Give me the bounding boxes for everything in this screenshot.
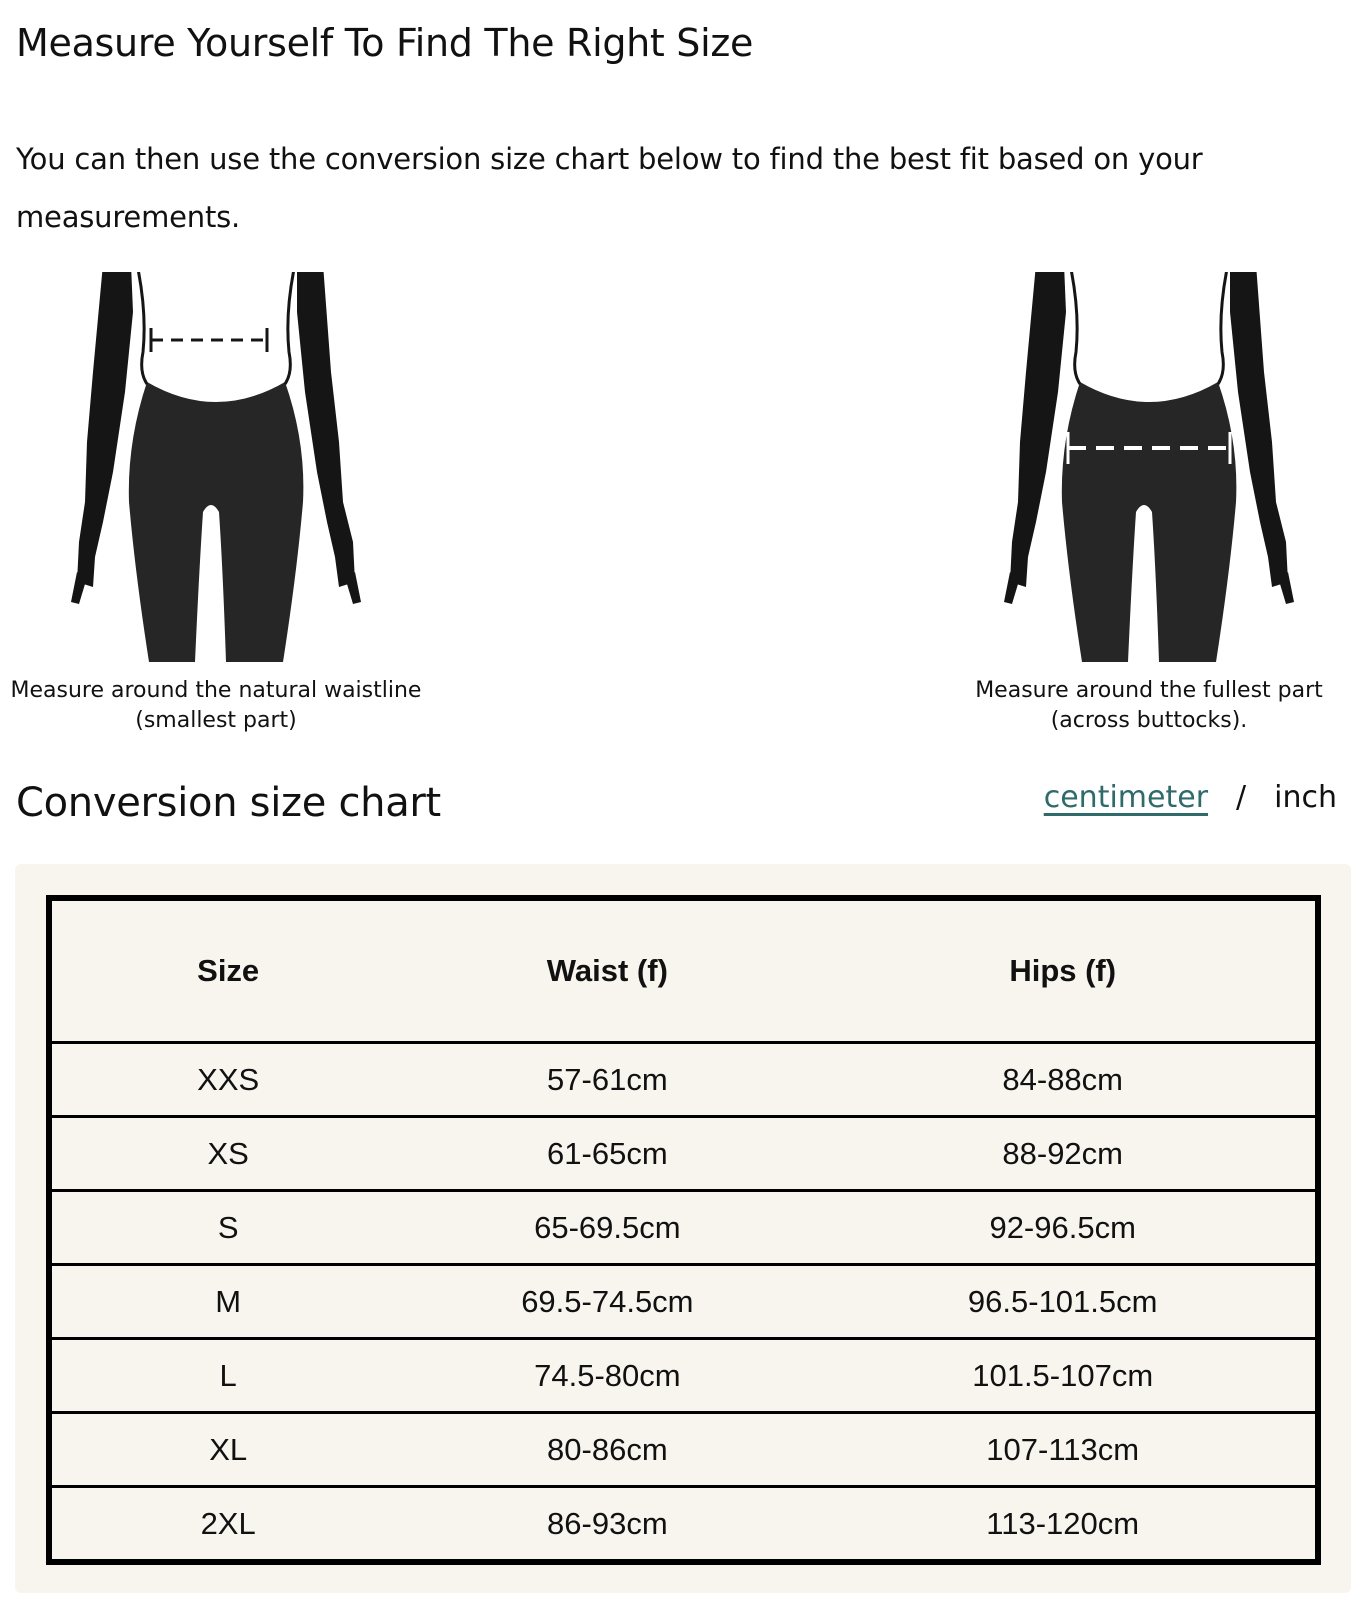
table-row — [49, 1191, 1318, 1265]
table-header-row — [49, 898, 1318, 1043]
waist-caption: Measure around the natural waistline (smallest part) — [10, 678, 422, 733]
cell-size: L — [49, 1339, 404, 1413]
hips-figure — [939, 272, 1359, 736]
conversion-chart-title: Conversion size chart — [16, 780, 441, 826]
cell-hips: 84-88cm — [810, 1043, 1318, 1117]
cell-waist: 65-69.5cm — [404, 1191, 810, 1265]
cell-hips: 107-113cm — [810, 1413, 1318, 1487]
hips-measurement-illustration-icon — [984, 272, 1314, 662]
cell-hips: 88-92cm — [810, 1117, 1318, 1191]
size-chart-panel — [15, 864, 1351, 1593]
table-row — [49, 1413, 1318, 1487]
cell-waist: 57-61cm — [404, 1043, 810, 1117]
header-waist: Waist (f) — [404, 898, 810, 1043]
cell-waist: 69.5-74.5cm — [404, 1265, 810, 1339]
cell-waist: 74.5-80cm — [404, 1339, 810, 1413]
size-table — [46, 895, 1321, 1565]
cell-waist: 80-86cm — [404, 1413, 810, 1487]
cell-hips: 96.5-101.5cm — [810, 1265, 1318, 1339]
centimeter-link[interactable]: centimeter — [1043, 780, 1209, 815]
table-row — [49, 1339, 1318, 1413]
cell-hips: 113-120cm — [986, 1505, 1140, 1541]
unit-toggle — [1044, 780, 1337, 815]
cell-waist: 86-93cm — [547, 1505, 668, 1541]
cell-size: S — [49, 1191, 404, 1265]
cell-size: XXS — [49, 1043, 404, 1117]
table-row — [49, 1265, 1318, 1339]
cell-size: 2XL — [200, 1505, 256, 1541]
hips-caption: Measure around the fullest part (across buttocks). — [975, 678, 1323, 733]
table-row — [49, 1043, 1318, 1117]
table-row — [49, 1117, 1318, 1191]
cell-size: XL — [49, 1413, 404, 1487]
page-title: Measure Yourself To Find The Right Size — [16, 21, 754, 65]
waist-measurement-illustration-icon — [51, 272, 381, 662]
cell-hips: 101.5-107cm — [810, 1339, 1318, 1413]
cell-waist: 61-65cm — [404, 1117, 810, 1191]
header-size: Size — [49, 898, 404, 1043]
table-row — [49, 1487, 1318, 1563]
cell-size: XS — [49, 1117, 404, 1191]
cell-size: M — [49, 1265, 404, 1339]
waist-figure — [6, 272, 426, 736]
intro-text: You can then use the conversion size chart below to find the best fit based on your measurements. — [16, 142, 1203, 234]
unit-separator: / — [1236, 780, 1247, 815]
header-hips: Hips (f) — [810, 898, 1318, 1043]
cell-hips: 92-96.5cm — [810, 1191, 1318, 1265]
inch-link[interactable]: inch — [1274, 780, 1337, 815]
